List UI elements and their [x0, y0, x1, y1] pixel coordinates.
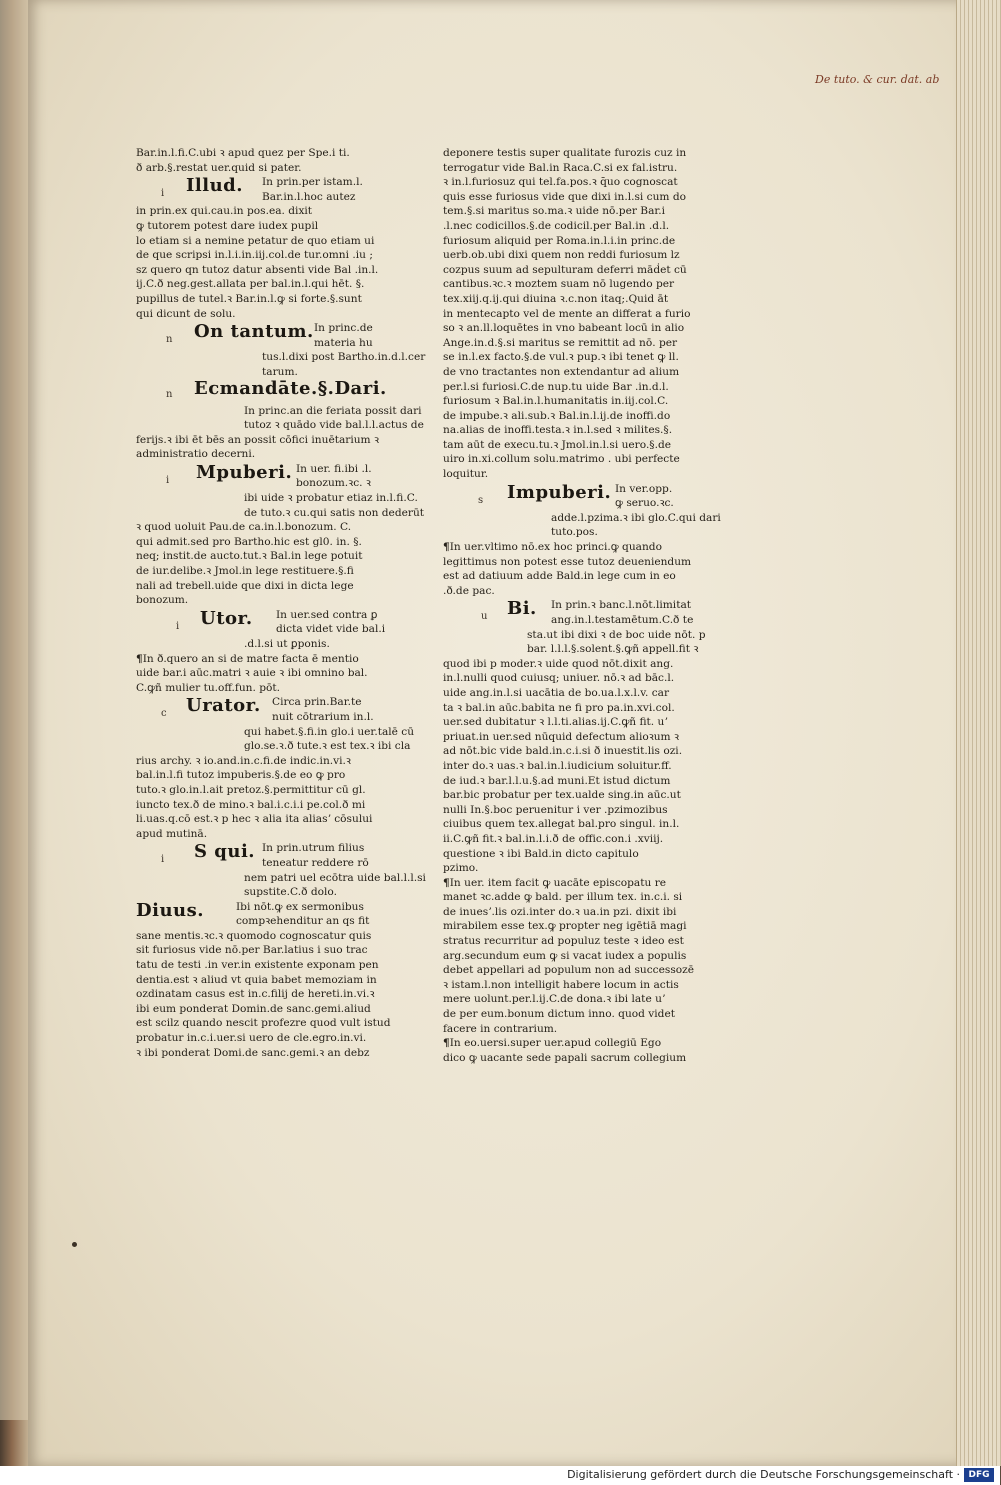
- text-line: so ꝛ an.ll.loquētes in vno babeant locū in alio: [443, 322, 685, 335]
- text-line: est ad datiuum adde Bald.in lege cum in eo: [443, 570, 676, 583]
- text-line: pupillus de tutel.ꝛ Bar.in.l.ꝙ si forte.§.sunt: [136, 292, 362, 305]
- dfg-logo: DFG: [964, 1468, 994, 1482]
- text-line: nem patri uel ecōtra uide bal.l.l.si: [244, 871, 426, 884]
- text-line: mere uolunt.per.l.ij.C.de dona.ꝛ ibi late uʼ: [443, 993, 666, 1006]
- text-line: cantibus.ꝛc.ꝛ moztem suam nō lugendo per: [443, 278, 675, 291]
- text-line: teneatur reddere rō: [262, 856, 369, 869]
- text-line: cozpus suum ad sepulturam deferri māḋet cū: [443, 263, 687, 276]
- text-line: in.l.nulli quod cuiusq; uniuer. nō.ꝛ ad bāc.l.: [443, 672, 675, 685]
- text-line: stratus recurritur ad populuz teste ꝛ ideo est: [443, 935, 684, 948]
- text-line: [443, 876, 705, 891]
- lemma-heading: Illud.: [186, 175, 244, 197]
- text-span: In eo.uersi.super uer.apud collegiū Ego: [449, 1037, 662, 1050]
- lemma-block-illud: [136, 175, 398, 204]
- text-line: loquitur.: [443, 468, 489, 481]
- text-line: debet appellari ad populum non ad successozē: [443, 964, 694, 977]
- text-line: ij.C.ð neg.gest.allata per bal.in.l.qui hēt. §.: [136, 278, 365, 291]
- text-line: se in.l.ex facto.§.de vul.ꝛ pup.ꝛ ibi tenet ꝙ ll.: [443, 351, 679, 364]
- text-line: qui habet.§.fi.in glo.i uer.talē cū: [244, 725, 415, 738]
- text-line: pzimo.: [443, 862, 479, 875]
- lemma-heading: Urator.: [186, 695, 261, 717]
- text-line: sta.ut ibi dixi ꝛ de boc uide nōt. p: [527, 628, 706, 641]
- text-span: In uer.vltimo nō.ex hoc princi.ꝙ quando: [449, 541, 662, 554]
- text-line: nulli In.§.boc peruenitur i ver .pzimozibus: [443, 803, 668, 816]
- text-line: per.l.si furiosi.C.de nup.tu uide Bar .in.d.l.: [443, 380, 669, 393]
- text-line: bal.in.l.fi tutoz impuberis.§.de eo ꝙ pro: [136, 769, 346, 782]
- text-line: [443, 1036, 705, 1051]
- text-line: Ibi nōt.ꝙ ex sermonibus: [236, 900, 364, 913]
- text-line: bonozum.: [136, 594, 189, 607]
- text-line: manet ꝛc.adde ꝙ bald. per illum tex. in.c.i. si: [443, 891, 683, 904]
- text-line: legittimus non potest esse tutoz deueniendum: [443, 555, 692, 568]
- text-line: ibi uide ꝛ probatur etiaz in.l.fi.C.: [244, 492, 418, 505]
- margin-letter: i: [176, 620, 180, 632]
- text-line: terrogatur vide Bal.in Raca.C.si ex fal.istru.: [443, 161, 678, 174]
- text-line: quod ibi p moder.ꝛ uide quod nōt.dixit ang.: [443, 657, 674, 670]
- text-line: Ange.in.d.§.si maritus se remittit ad nō. per: [443, 336, 678, 349]
- lemma-block-non-tantum: [136, 321, 398, 350]
- text-line: de impube.ꝛ ali.sub.ꝛ Bal.in.l.ij.de inoffi.do: [443, 409, 671, 422]
- text-line: sane mentis.ꝛc.ꝛ quomodo cognoscatur quis: [136, 929, 372, 942]
- text-line: nuit cōtrarium in.l.: [272, 710, 374, 723]
- lemma-block-diuus: [136, 900, 398, 929]
- text-line: dentia.est ꝛ aliud vt quia babet memoziam in: [136, 973, 377, 986]
- text-line: Bar.in.l.fi.C.ubi ꝛ apud quez per Spe.i ti.: [136, 147, 350, 159]
- text-line: priuat.in uer.sed nūquid defectum alioꝛum ꝛ: [443, 730, 679, 743]
- text-line: facere in contrarium.: [443, 1022, 558, 1035]
- text-line: tus.l.dixi post Bartho.in.d.l.cer: [262, 351, 426, 364]
- text-line: li.uas.q.cō est.ꝛ p hec ꝛ alia ita aliasʼ cōsului: [136, 813, 373, 826]
- lemma-block-si-qui: [136, 841, 398, 870]
- text-line: de iur.delibe.ꝛ Jmol.in lege restituere.§.fi: [136, 565, 354, 578]
- text-line: In uer.sed contra ꝑ: [276, 608, 378, 621]
- text-line: In princ.de: [314, 322, 373, 335]
- text-line: ozdinatam casus est in.c.filij de hereti.in.vi.ꝛ: [136, 988, 375, 1001]
- paragraph-mark-icon: ¶: [443, 876, 450, 889]
- text-line: na.alias de inoffi.testa.ꝛ in.l.sed ꝛ milites.§.: [443, 424, 673, 437]
- text-line: tuto.pos.: [551, 526, 598, 539]
- text-line: ꝛ quod uoluit Pau.de ca.in.l.bonozum. C.: [136, 521, 352, 534]
- text-line: sz quero qn tutoz datur absenti vide Bal .in.l.: [136, 263, 379, 276]
- text-line: ꝙ tutorem potest dare iudex pupil: [136, 219, 319, 232]
- margin-letter: i: [161, 854, 165, 866]
- text-line: uide bar.i aūc.matri ꝛ auie ꝛ ibi omnino bal.: [136, 667, 368, 680]
- text-line: qui admit.sed pro Bartho.hic est gl0. in. §.: [136, 535, 362, 548]
- text-span: In uer. item facit ꝙ uacāte episcopatu re: [449, 876, 667, 889]
- text-line: furiosum ꝛ Bal.in.l.humanitatis in.iij.col.C.: [443, 395, 669, 408]
- text-line: ferijs.ꝛ ibi ēt bēs an possit cōfici inuētarium ꝛ: [136, 433, 379, 446]
- text-line: bonozum.ꝛc. ꝛ: [296, 477, 371, 490]
- text-line: deponere testis super qualitate furozis cuz in: [443, 147, 687, 159]
- text-line: sit furiosus vide nō.per Bar.latius i suo trac: [136, 944, 368, 957]
- text-line: In uer. fi.ibi .l.: [296, 462, 372, 475]
- lemma-heading: Mpuberi.: [196, 461, 293, 483]
- lemma-block-impuberi: [136, 462, 398, 491]
- text-line: In prin.utrum filius: [262, 842, 365, 855]
- margin-letter: s: [478, 494, 484, 506]
- text-line: ꝛ istam.l.non intelligit habere locum in actis: [443, 978, 679, 991]
- text-line: ta ꝛ bal.in aūc.babita ne fi pro pa.in.xvi.col.: [443, 701, 675, 714]
- left-column: [136, 146, 426, 1060]
- text-line: rius archy. ꝛ io.and.in.c.fi.de indic.in.vi.ꝛ: [136, 754, 351, 767]
- text-line: ꝛ in.l.furiosuz qui tel.fa.pos.ꝛ q̄uo cognoscat: [443, 176, 678, 189]
- text-line: [136, 652, 398, 667]
- lemma-block-tutor: [136, 608, 398, 637]
- text-line: apud mutinā.: [136, 827, 208, 840]
- text-line: administratio decerni.: [136, 448, 256, 461]
- text-line: neq; instit.de aucto.tut.ꝛ Bal.in lege potuit: [136, 550, 363, 563]
- text-line: de vno tractantes non extendantur ad alium: [443, 365, 680, 378]
- text-line: C.ꝙñ mulier tu.off.fun. pōt.: [136, 681, 281, 694]
- ink-spot: [72, 1242, 77, 1247]
- text-line: dicta videt vide bal.i: [276, 623, 386, 636]
- text-line: In prin.ꝛ banc.l.nōt.limitat: [551, 599, 692, 612]
- text-line: uerb.ob.ubi dixi quem non reddi furiosum lz: [443, 249, 680, 262]
- text-line: de iud.ꝛ bar.l.l.u.§.ad muni.Et istud dictum: [443, 774, 671, 787]
- text-line: de tuto.ꝛ cu.qui satis non dederūt: [244, 506, 425, 519]
- margin-letter: u: [481, 611, 488, 623]
- text-line: uide ang.in.l.si uacātia de bo.ua.l.x.l.v. car: [443, 686, 670, 699]
- text-span: In ð.quero an si de matre facta ē mentio: [142, 652, 359, 665]
- text-line: tarum.: [262, 365, 298, 378]
- text-line: est scilz quando nescit profezre quod vult istud: [136, 1017, 391, 1030]
- lemma-heading: Bi.: [507, 598, 537, 620]
- previous-page-strip: [0, 0, 30, 1420]
- text-line: in mentecapto vel de mente an differat a furio: [443, 307, 691, 320]
- paragraph-mark-icon: ¶: [443, 541, 450, 554]
- text-line: probatur in.c.i.uer.si uero de cle.egro.in.vi.: [136, 1032, 367, 1045]
- text-line: adde.l.pzima.ꝛ ibi glo.C.qui dari: [551, 511, 721, 524]
- text-line: Circa prin.Bar.te: [272, 696, 362, 709]
- lemma-heading: S qui.: [194, 841, 256, 863]
- paragraph-mark-icon: ¶: [136, 652, 143, 665]
- text-line: de inuesʼ.lis ozi.inter do.ꝛ ua.in pzi. dixit ibi: [443, 905, 677, 918]
- lemma-heading: Ecmandāte.§.Dari.: [194, 377, 387, 399]
- text-line: in prin.ex qui.cau.in pos.ea. dixit: [136, 205, 313, 218]
- text-line: nali ad trebell.uide que dixi in dicta lege: [136, 579, 354, 592]
- text-line: arg.secundum eum ꝙ si vacat iudex a populis: [443, 949, 687, 962]
- text-line: qui dicunt de solu.: [136, 307, 236, 320]
- text-line: ð arb.§.restat uer.quid si pater.: [136, 161, 302, 174]
- margin-letter: i: [161, 188, 165, 200]
- text-line: materia hu: [314, 336, 373, 349]
- text-line: quis esse furiosus vide que dixi in.l.si cum do: [443, 190, 686, 203]
- text-line: dico ꝙ uacante sede papali sacrum collegium: [443, 1051, 687, 1064]
- digitization-credit: Digitalisierung gefördert durch die Deutsche Forschungsgemeinschaft ·: [567, 1468, 960, 1481]
- lemma-heading: Diuus.: [136, 899, 205, 921]
- text-line: iuncto tex.ð de mino.ꝛ bal.i.c.i.i pe.col.ð mi: [136, 798, 366, 811]
- lemma-block-impuberi-right: [443, 482, 705, 511]
- text-line: ibi eum ponderat Domin.de sanc.gemi.aliud: [136, 1002, 371, 1015]
- text-line: uiro in.xi.collum solu.matrimo . ubi perfecte: [443, 453, 680, 466]
- text-line: In prin.per istam.l.: [262, 176, 363, 189]
- text-line: ciuibus quem tex.allegat bal.pro singul. in.l.: [443, 818, 680, 831]
- running-head: De tuto. & cur. dat. ab: [815, 73, 940, 86]
- text-line: bar. l.l.l.§.solent.§.ꝙñ appell.fit ꝛ: [527, 643, 699, 656]
- text-line: Bar.in.l.hoc autez: [262, 190, 356, 203]
- lemma-block-ubi: [443, 598, 705, 627]
- text-line: tex.xiij.q.ij.qui diuina ꝛ.c.non itaq;.Quid āt: [443, 292, 669, 305]
- page-edges: [956, 0, 1001, 1466]
- lemma-block-curator: [136, 695, 398, 724]
- text-line: tutoz ꝛ quādo vide bal.l.l.actus de: [244, 419, 424, 432]
- text-line: furiosum aliquid per Roma.in.l.i.in princ.de: [443, 234, 676, 247]
- text-line: ad nōt.bic vide bald.in.c.i.si ð inuestit.lis ozi.: [443, 745, 683, 758]
- text-line: ꝛ ibi ponderat Domi.de sanc.gemi.ꝛ an debz: [136, 1046, 370, 1059]
- lemma-heading: Utor.: [200, 607, 253, 629]
- text-line: .d.l.si ut ꝑponis.: [244, 638, 330, 650]
- text-line: tem.§.si maritus so.ma.ꝛ uide nō.per Bar.i: [443, 205, 666, 218]
- text-line: de per eum.bonum dictum inno. quod videt: [443, 1008, 675, 1021]
- text-line: ꝙ seruo.ꝛc.: [615, 497, 674, 510]
- text-line: mirabilem esse tex.ꝙ propter neg igētiā magi: [443, 920, 687, 933]
- text-line: supstite.C.ð dolo.: [244, 886, 337, 899]
- text-line: inter do.ꝛ uas.ꝛ bal.in.l.iudicium soluitur.ff.: [443, 759, 672, 772]
- text-line: questione ꝛ ibi Bald.in dicto capitulo: [443, 847, 639, 860]
- text-line: ang.in.l.testamētum.C.ð te: [551, 614, 694, 626]
- text-line: tuto.ꝛ glo.in.l.ait pretoz.§.permittitur cū gl.: [136, 783, 366, 796]
- text-line: In princ.an die feriata possit dari: [244, 404, 422, 417]
- text-line: bar.bic probatur per tex.ualde sing.in aūc.ut: [443, 789, 681, 802]
- margin-letter: c: [161, 708, 167, 720]
- text-line: uer.sed dubitatur ꝛ l.l.ti.alias.ij.C.ꝙñ fit. uʼ: [443, 716, 668, 729]
- text-line: compꝛehenditur an qs fit: [236, 915, 370, 928]
- text-line: ii.C.ꝙñ fit.ꝛ bal.in.l.i.ð de offic.con.i .xviij.: [443, 832, 664, 845]
- lemma-heading: Impuberi.: [507, 481, 612, 503]
- text-line: glo.se.ꝛ.ð tute.ꝛ est tex.ꝛ ibi cla: [244, 740, 411, 753]
- text-line: lo etiam si a nemine petatur de quo etiam ui: [136, 234, 375, 247]
- paragraph-mark-icon: ¶: [443, 1037, 450, 1050]
- margin-letter: n: [166, 388, 173, 400]
- text-line: In ver.opp.: [615, 482, 673, 495]
- text-line: .ð.de pac.: [443, 584, 495, 597]
- text-line: tatu de testi .in ver.in existente exponam pen: [136, 959, 379, 972]
- margin-letter: i: [166, 474, 170, 486]
- text-line: tam aūt de execu.tu.ꝛ Jmol.in.l.si uero.§.de: [443, 438, 672, 451]
- text-line: [443, 540, 705, 555]
- margin-letter: n: [166, 334, 173, 346]
- text-line: .l.nec codicillos.§.de codicil.per Bal.in .d.l.: [443, 219, 670, 232]
- lemma-block-ecmandate: [136, 377, 398, 404]
- right-column: [443, 146, 721, 1065]
- text-line: de que scripsi in.l.i.in.iij.col.de tur.omni .iu ;: [136, 249, 373, 262]
- lemma-heading: On tantum.: [194, 321, 314, 343]
